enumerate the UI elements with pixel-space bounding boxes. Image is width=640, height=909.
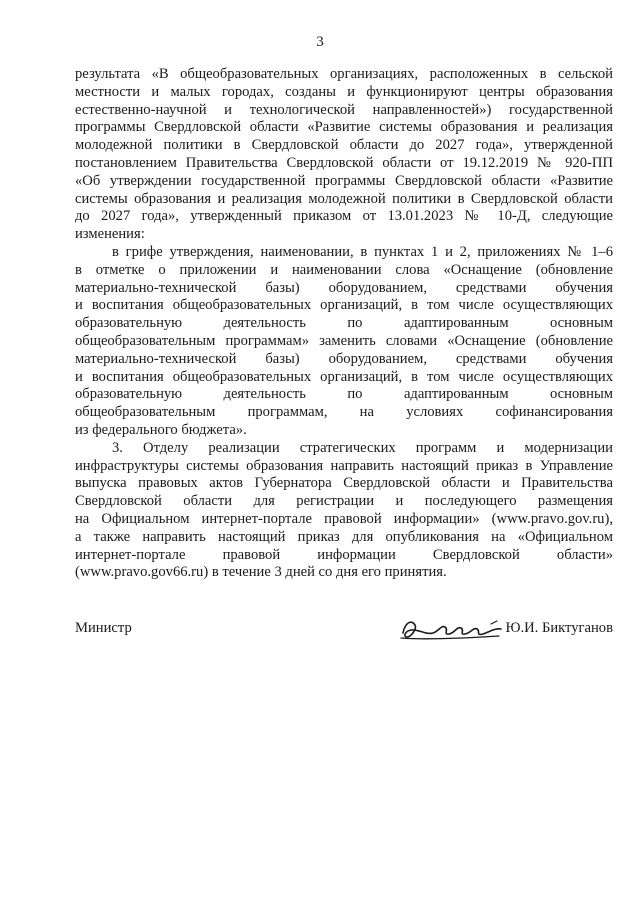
handwritten-signature (397, 611, 507, 645)
text-line: до 2027 года», утвержденный приказом от 13.01.2023 № 10-Д, следующие (75, 208, 613, 225)
text-line: местности и малых городах, созданы и функционируют центры образования (75, 83, 613, 100)
signature-block (75, 615, 613, 645)
text-line: общеобразовательным программам» заменить словами «Оснащение (обновление (75, 332, 613, 349)
text-line: и воспитания общеобразовательных организаций, в том числе осуществляющих (75, 297, 613, 314)
text-line: материально-технической базы) оборудованием, средствами обучения (75, 350, 613, 367)
text-line: 3. Отделу реализации стратегических программ и модернизации (112, 439, 613, 456)
signatory-name: Ю.И. Биктуганов (505, 620, 613, 636)
text-line: в грифе утверждения, наименовании, в пунктах 1 и 2, приложениях № 1–6 (112, 243, 613, 260)
page-number: 3 (316, 34, 324, 50)
text-line: системы образования и реализация молодежной политики в Свердловской области (75, 190, 613, 207)
text-line: выпуска правовых актов Губернатора Свердловской области и Правительства (75, 475, 613, 492)
text-line: постановлением Правительства Свердловской области от 19.12.2019 № 920-ПП (75, 154, 613, 171)
text-line: инфраструктуры системы образования направить настоящий приказ в Управление (75, 457, 613, 474)
document-body (75, 66, 613, 582)
text-line: общеобразовательным программам, на условиях софинансирования (75, 404, 613, 421)
text-line: из федерального бюджета». (75, 421, 247, 438)
paragraph-amendment (75, 244, 613, 440)
paragraph-item-3 (75, 440, 613, 582)
text-line: молодежной политики в Свердловской области до 2027 года», утвержденной (75, 137, 613, 154)
text-line: а также направить настоящий приказ для опубликования на «Официальном (75, 528, 613, 545)
text-line: интернет-портале правовой информации Свердловской области» (75, 546, 613, 563)
text-line: на Официальном интернет-портале правовой информации» (www.pravo.gov.ru), (75, 510, 613, 527)
text-line: программы Свердловской области «Развитие системы образования и реализация (75, 119, 613, 136)
signatory-position: Министр (75, 620, 132, 636)
text-line: естественно-научной и технологической направленностей») государственной (75, 101, 613, 118)
text-line: Свердловской области для регистрации и последующего размещения (75, 493, 613, 510)
text-line: материально-технической базы) оборудованием, средствами обучения (75, 279, 613, 296)
text-line: результата «В общеобразовательных организациях, расположенных в сельской (75, 66, 613, 82)
text-line: (www.pravo.gov66.ru) в течение 3 дней со дня его принятия. (75, 564, 447, 581)
text-line: «Об утверждении государственной программы Свердловской области «Развитие (75, 172, 613, 189)
paragraph-continuation (75, 66, 613, 244)
text-line: и воспитания общеобразовательных организаций, в том числе осуществляющих (75, 368, 613, 385)
text-line: изменения: (75, 226, 145, 243)
text-line: образовательную деятельность по адаптированным основным (75, 315, 613, 332)
text-line: в отметке о приложении и наименовании слова «Оснащение (обновление (75, 261, 613, 278)
text-line: образовательную деятельность по адаптированным основным (75, 386, 613, 403)
